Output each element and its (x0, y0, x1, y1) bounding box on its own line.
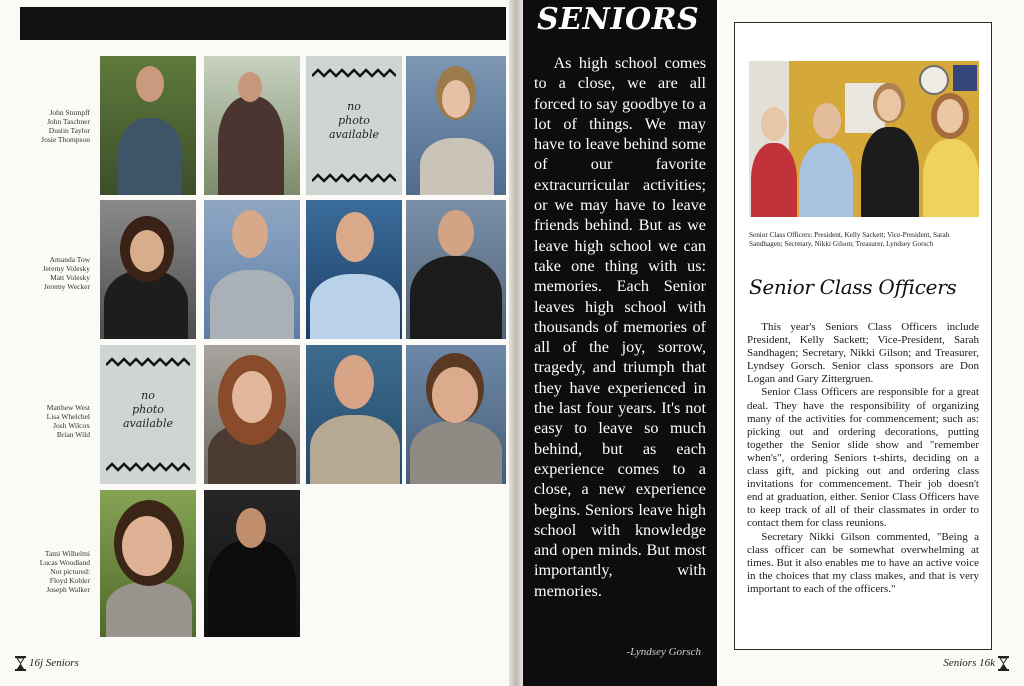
portrait-photo (406, 56, 506, 195)
not-pictured-label: Not pictured: (50, 567, 90, 576)
portrait-photo (306, 345, 402, 484)
officers-group-photo (749, 61, 979, 217)
portrait-photo (204, 56, 300, 195)
student-name: Jeremy Volesky (42, 264, 90, 273)
portrait-photo (406, 345, 506, 484)
page-folio-right (943, 656, 1012, 671)
portrait-photo (204, 490, 300, 637)
name-list-row-3 (20, 403, 90, 439)
story-body: As high school comes to a close, we are all forced to say goodbye to a lot of things. We may have to leave behind some of our favorite extracurricular activities; or we may have to leave friends behind. But as we leave high school we can take one thing with us: memories. Each Senior leaves high school with thousands of memories of all of the joy, sorrow, tragedy, and triumph that they have experienced in the last four years. It's not easy to leave so much behind, but as each experience comes to a close, a new experience begins. Seniors leave high school with knowledge and open minds. But most importantly, with memories. (534, 54, 706, 600)
sidebar-title: Senior Class Officers (749, 275, 957, 299)
student-name: Matthew West (46, 403, 90, 412)
portrait-photo (406, 200, 506, 339)
portrait-photo (204, 200, 300, 339)
no-photo-placeholder (306, 56, 402, 195)
portrait-photo (100, 200, 196, 339)
story-title: SENIORS (537, 2, 700, 37)
no-photo-text: available (329, 128, 379, 141)
student-name: Josie Thompson (41, 135, 90, 144)
portrait-photo (100, 56, 196, 195)
officers-sidebar (734, 22, 992, 650)
paragraph: This year's Seniors Class Officers include President, Kelly Sackett; Vice-President, Sarah Sandhagen; Secretary, Nikki Gilson; and Treasurer, Lyndsey Gorsch. Senior class sponsors are Don Logan and Gary Zittergruen. (747, 321, 979, 386)
student-name: Brian Wild (56, 430, 90, 439)
name-list-row-1 (20, 108, 90, 144)
hourglass-icon (998, 656, 1009, 671)
no-photo-text: photo (338, 114, 370, 127)
student-name: John Taschner (47, 117, 90, 126)
folio-text: 16j Seniors (29, 657, 79, 670)
hourglass-icon (15, 656, 26, 671)
no-photo-text: available (123, 417, 173, 430)
student-name: Joseph Walker (46, 585, 90, 594)
student-name: Matt Volesky (50, 273, 90, 282)
student-name: Amanda Tow (49, 255, 90, 264)
name-list-row-2 (20, 255, 90, 291)
photo-caption: Senior Class Officers: President, Kelly Sackett; Vice-President, Sarah Sandhagen; Secretary, Nikki Gilson; Treasurer, Lyndsey Gorsch (749, 231, 950, 248)
name-list-row-4 (20, 549, 90, 594)
student-name: Lucas Woodland (39, 558, 90, 567)
portrait-photo (100, 490, 196, 637)
no-photo-text: no (141, 389, 155, 402)
student-name: Jeremy Wecker (43, 282, 90, 291)
story-byline: -Lyndsey Gorsch (626, 646, 701, 658)
no-photo-text: photo (132, 403, 164, 416)
student-name: Dustin Taylor (48, 126, 90, 135)
page-gutter (509, 0, 523, 686)
portrait-photo (204, 345, 300, 484)
student-name: Floyd Kobler (49, 576, 90, 585)
student-name: John Stumpff (49, 108, 90, 117)
portrait-grid (100, 56, 506, 637)
student-name: Lisa Whelchel (46, 412, 90, 421)
folio-text: Seniors 16k (943, 657, 995, 670)
no-photo-text: no (347, 100, 361, 113)
header-bar (20, 7, 506, 40)
portrait-photo (306, 200, 402, 339)
paragraph: Secretary Nikki Gilson commented, "Being a class officer can be somewhat overwhelming at times. But it also enables me to have an active voice in the choices that my class makes, and that is very important to each of the officers." (747, 530, 979, 595)
student-name: Tami Wilhelmi (44, 549, 90, 558)
story-column (523, 0, 717, 686)
sidebar-body (747, 321, 979, 596)
no-photo-placeholder (100, 345, 196, 484)
page-folio-left (12, 656, 79, 671)
paragraph: Senior Class Officers are responsible for a great deal. They have the responsibility of organizing many of the activities for commencement; such as: picking out and ordering decorations, putting together the Senior slide show and "remember when's", ordering Seniors t-shirts, deciding on a class gift, and picking out and ordering class invitations for commencement. Their job doesn't end at graduation, either. Senior Class Officers have to keep track of all of their classmates in order to contact them for class reunions. (747, 386, 979, 530)
student-name: Josh Wilcox (53, 421, 90, 430)
